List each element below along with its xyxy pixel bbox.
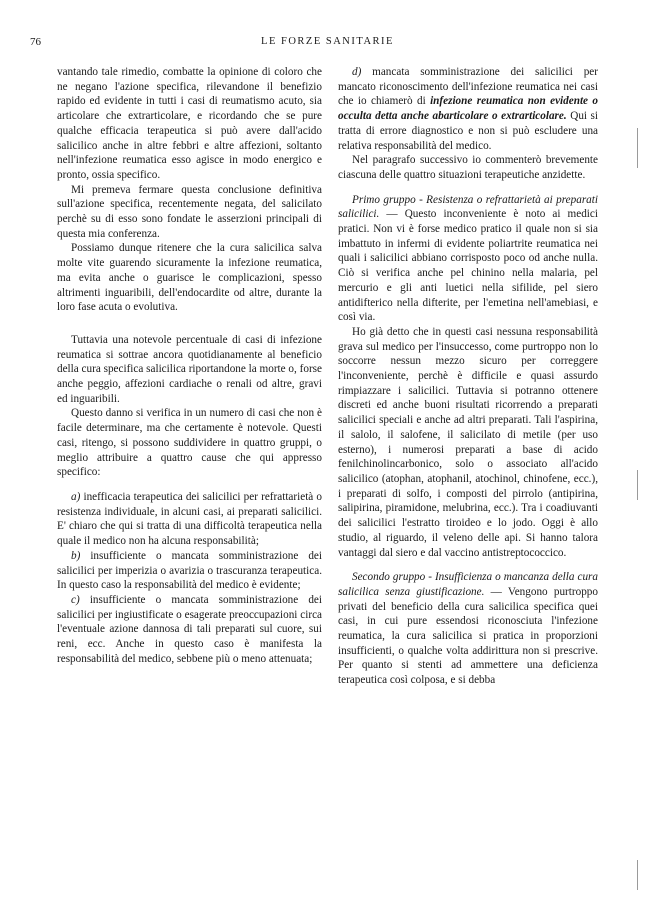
left-column — [57, 65, 322, 666]
paragraph: Mi premeva fermare questa conclusione definitiva sull'azione specifica, recentemente negata, del salicilato perchè su di esso sono fondate le asserzioni principali di questa mia conferenza. — [57, 183, 322, 240]
list-label: b) — [71, 549, 81, 562]
page-header — [30, 36, 625, 52]
section-paragraph — [338, 193, 598, 325]
section-paragraph — [338, 570, 598, 688]
list-text: mancata somministrazione dei salicilici per mancato riconoscimento dell'infezione reumatica nei casi che io chiamerò di — [338, 66, 599, 108]
list-item — [338, 65, 598, 153]
list-label: d) — [352, 66, 362, 78]
list-text: insufficiente o mancata somministrazione dei salicilici per imperizia o avarizia o trascuranza terapeutica. In questo caso la responsabilità del medico è evidente; — [57, 549, 322, 592]
section-heading: Secondo gruppo - Insufficienza o mancanza della cura salicilica senza giustificazione. — [338, 571, 598, 598]
list-text: Qui si tratta di errore diagnostico e non si può escludere una relativa responsabilità del medico. — [338, 110, 599, 152]
list-text: insufficiente o mancata somministrazione dei salicilici per ingiustificate o esagerate preoccupazioni circa l'eventuale azione dannosa di tali preparati sul cuore, sui reni, ecc. Anche in questo caso è manifesta la responsabilità del medico, sebbene più o meno attenuata; — [57, 593, 322, 665]
list-text: inefficacia terapeutica dei salicilici per refrattarietà o resistenza individuale, in alcuni casi, ai preparati salicilici. E' chiaro che qui si tratta di una difficoltà terapeutica nella quale il medico non ha alcuna responsabilità; — [57, 490, 323, 548]
list-item — [57, 549, 322, 593]
paragraph: Questo danno si verifica in un numero di casi che non è facile determinare, ma che certamente è notevole. Questi casi, ritengo, si possono suddividere in quattro gruppi, o meglio attribuire a quattro cause che qui appresso specifico: — [57, 407, 322, 479]
paragraph: Nel paragrafo successivo io commenterò brevemente ciascuna delle quattro situazioni terapeutiche anzidette. — [338, 154, 598, 181]
paragraph: Ho già detto che in questi casi nessuna responsabilità grava sul medico per l'insuccesso, come purtroppo non lo soccorre nessun mezzo sicuro per correggere l'inconveniente, perchè è difficile e quasi assurdo rimpiazzare i salicilici. Tuttavia si potranno ottenere discreti ed anche buoni risultati ricorrendo a preparati salicilici speciali e anche ad altri preparati. Tali l'aspirina, il salolo, il salofene, il salicilato di metile (per uso esterno), i numerosi preparati a base di acido fenilchinolincarbonico, solo o associato all'acido salicilico (atophan, atophanil, atochinol, chinofene, ecc.), i preparati di solfo, i composti del pirrolo (antipirina, salipirina, piramidone, melubrina, ecc.). Tra i coadiuvanti dei salicilici l'estratto tiroideo e lo jodo. Oggi è allo studio, al riguardo, il veleno delle api. Si hanno talora vantaggi dal siero e dal vaccino antistreptococcico. — [338, 325, 598, 559]
paragraph: vantando tale rimedio, combatte la opinione di coloro che ne negano l'azione specifica, rilevandone il benefizio rapido ed evidente in tutti i casi di reumatismo acuto, sia articolare che extrarticolare, e ricordando che se pure qualche efficacia terapeutica si può avere dall'acido salicilico anche in altre febbri e altre affezioni, soltanto nell'infezione reumatica esso agisce in modo energico e pronto, ossia specifico. — [57, 66, 322, 181]
scan-edge-mark — [637, 128, 638, 168]
list-label: c) — [71, 593, 80, 606]
list-item — [57, 593, 322, 667]
paragraph: Possiamo dunque ritenere che la cura salicilica salva molte vite guarendo sicuramente la infezione reumatica, ma evita anche o guarisce le complicazioni, spesso altrimenti inguaribili, dell'endocardite od altre, durante la loro fase acuta o evolutiva. — [57, 242, 322, 314]
right-column — [338, 65, 598, 688]
paragraph-text: — Questo inconveniente è noto ai medici pratici. Non vi è forse medico pratico il quale non si sia imbattuto in infermi di evidente poliartrite reumatica nei quali i salicilici abbiano corrisposto poco od anche nulla. Ciò si verifica anche pel chinino nella malaria, pel mercurio e gli anti luetici nella sifilide, pel siero antidifterico nella difterite, per l'emetina nell'amebiasi, e così via. — [338, 208, 598, 324]
list-item — [57, 490, 322, 549]
paragraph: Tuttavia una notevole percentuale di casi di infezione reumatica si sottrae ancora quotidianamente al beneficio della cura specifica salicilica riportandone la morte o, forse anche peggio, affezioni cardiache o renali od altre, gravi ed inguaribili. — [57, 333, 322, 405]
scan-edge-mark — [637, 860, 638, 890]
scan-edge-mark — [637, 470, 638, 500]
page-number: 76 — [30, 36, 41, 48]
list-label: a) — [71, 490, 81, 503]
emphasis-text: infezione reumatica non evidente o occulta detta anche abarticolare o extrarticolare. — [338, 95, 598, 123]
running-head: LE FORZE SANITARIE — [261, 36, 394, 47]
section-heading: Primo gruppo - Resistenza o refrattarietà ai preparati salicilici. — [338, 193, 598, 221]
paragraph-text: — Vengono purtroppo privati del beneficio della cura salicilica specifica quei casi, in cui pure essendosi riconosciuta l'infezione reumatica, la cura salicilica si pratica in proporzioni insufficienti, o qualche volta addirittura non si prescrive. Per quanto si stenti ad ammettere una deficienza terapeutica così colposa, e si debba — [338, 585, 598, 687]
